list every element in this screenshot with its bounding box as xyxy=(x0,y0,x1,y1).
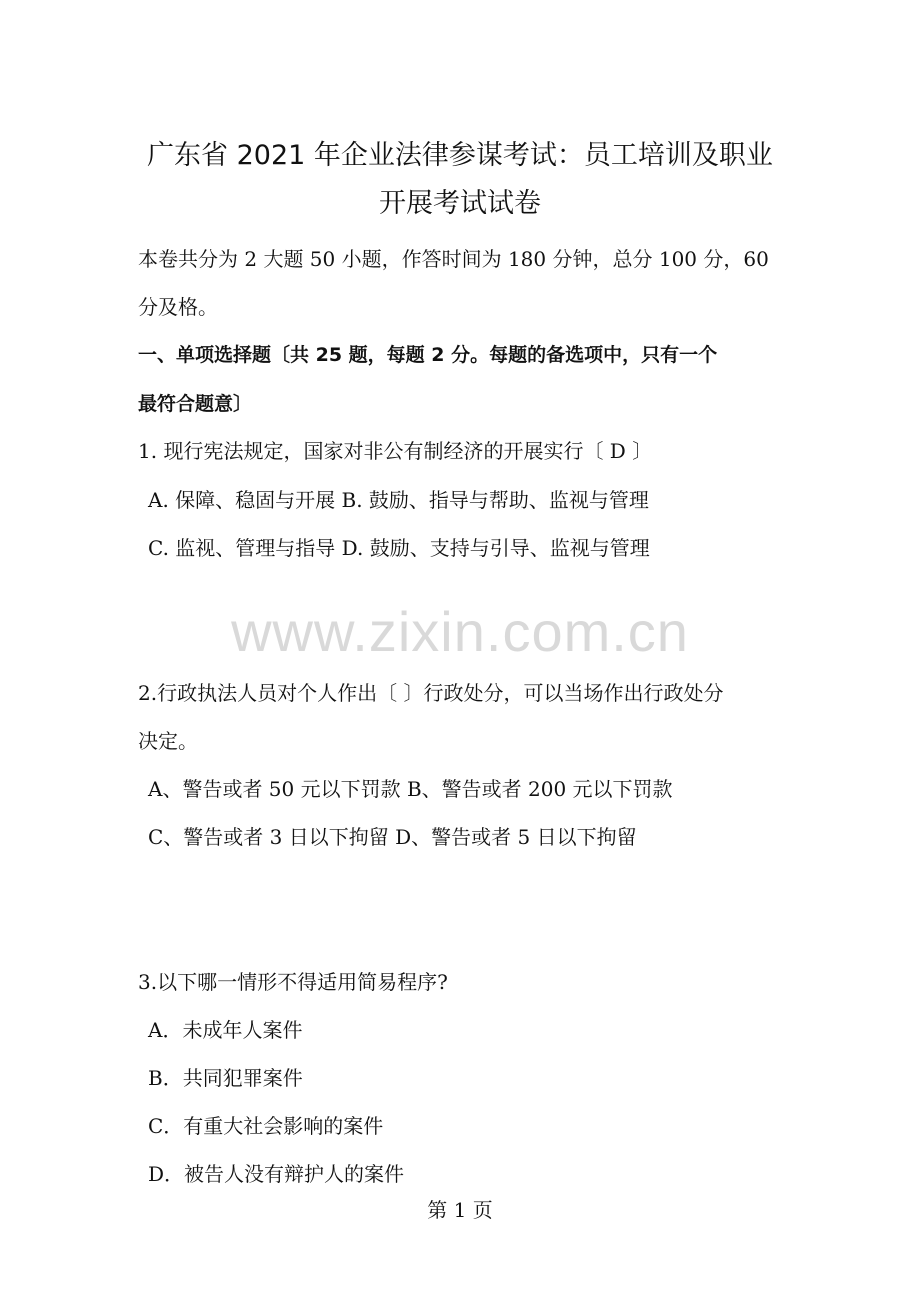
section-heading-line-1: 一、单项选择题〔共 25 题，每题 2 分。每题的备选项中，只有一个 xyxy=(138,344,718,366)
question-3-option-b: B．共同犯罪案件 xyxy=(148,1066,303,1090)
intro-text-line-2: 分及格。 xyxy=(138,295,218,319)
question-1-stem: 1. 现行宪法规定，国家对非公有制经济的开展实行〔 D 〕 xyxy=(138,439,653,463)
question-3-stem: 3.以下哪一情形不得适用简易程序? xyxy=(138,970,448,994)
question-1-options-row-2: C. 监视、管理与指导 D. 鼓励、支持与引导、监视与管理 xyxy=(148,536,650,560)
intro-text-line-1: 本卷共分为 2 大题 50 小题，作答时间为 180 分钟，总分 100 分，60 xyxy=(138,247,769,271)
question-2-options-row-1: A、警告或者 50 元以下罚款 B、警告或者 200 元以下罚款 xyxy=(148,777,673,801)
question-3-option-d: D．被告人没有辩护人的案件 xyxy=(148,1162,405,1186)
question-3-option-a: A．未成年人案件 xyxy=(148,1018,303,1042)
question-2-stem-line-1: 2.行政执法人员对个人作出〔 〕行政处分，可以当场作出行政处分 xyxy=(138,681,724,705)
question-1-options-row-1: A. 保障、稳固与开展 B. 鼓励、指导与帮助、监视与管理 xyxy=(148,488,649,512)
watermark: www.zixin.com.cn xyxy=(231,600,689,663)
page-number-footer: 第 1 页 xyxy=(427,1198,493,1222)
section-heading-line-2: 最符合题意〕 xyxy=(138,393,253,415)
question-2-stem-line-2: 决定。 xyxy=(138,729,198,753)
question-2-options-row-2: C、警告或者 3 日以下拘留 D、警告或者 5 日以下拘留 xyxy=(148,825,637,849)
document-title-line-1: 广东省 2021 年企业法律参谋考试：员工培训及职业 xyxy=(147,140,773,171)
question-3-option-c: C．有重大社会影响的案件 xyxy=(148,1114,384,1138)
document-title-line-2: 开展考试试卷 xyxy=(379,188,541,219)
